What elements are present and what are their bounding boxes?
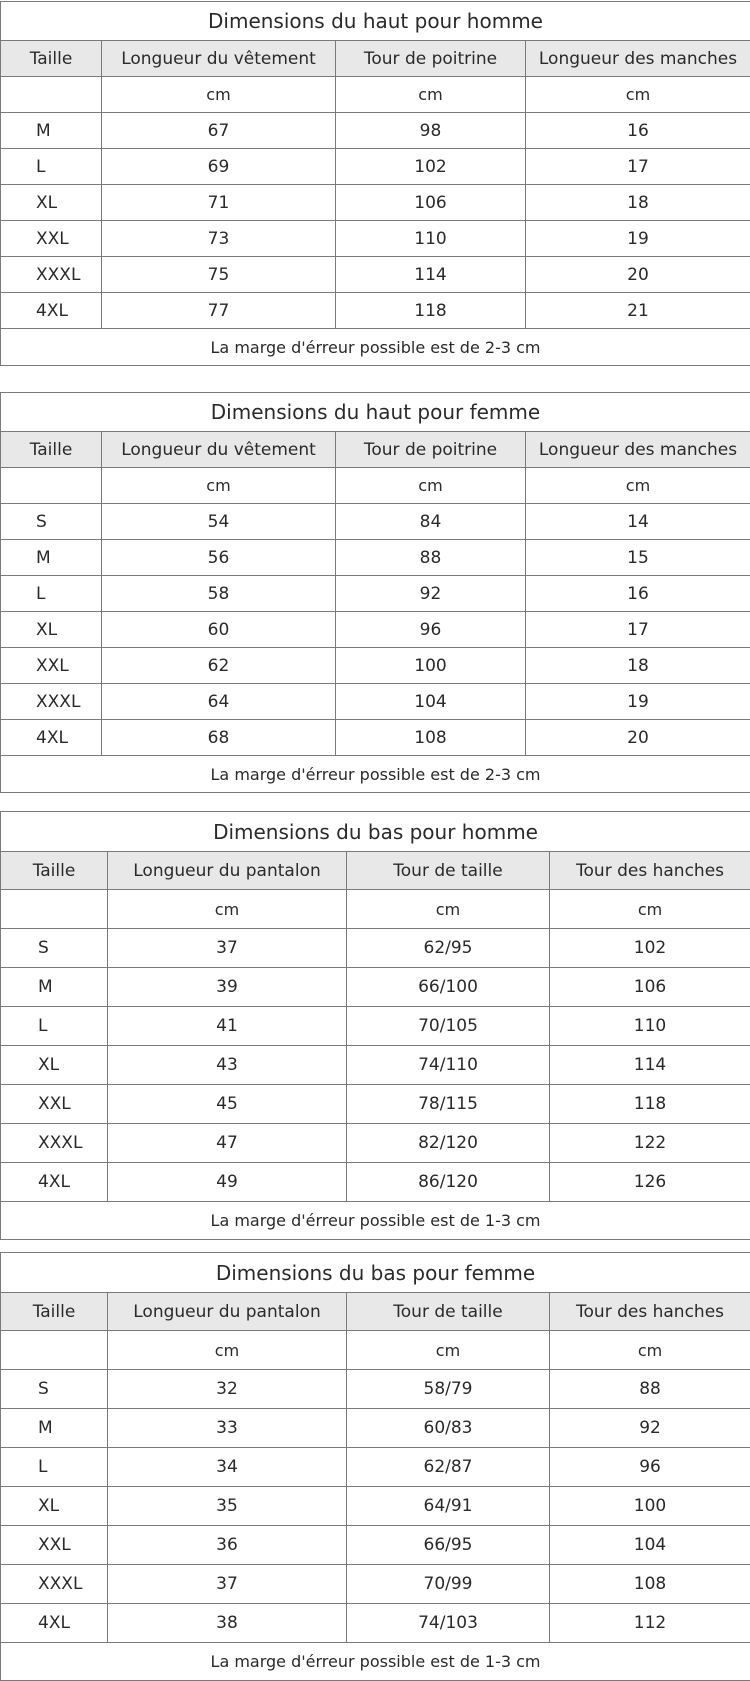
value-cell: 122 [550,1124,750,1163]
value-cell: 92 [550,1409,750,1448]
size-cell: XL [1,612,102,648]
column-header: Longueur du vêtement [102,432,336,468]
value-cell: 84 [336,504,526,540]
table-row [1,540,750,576]
table-row [1,1604,750,1643]
unit-row [1,77,750,113]
value-cell: 37 [108,1565,347,1604]
table-body [1,812,750,1240]
unit-cell: cm [102,77,336,113]
value-cell: 17 [526,149,750,185]
size-cell: 4XL [1,1163,108,1202]
unit-cell: cm [347,1331,550,1370]
value-cell: 20 [526,257,750,293]
value-cell: 45 [108,1085,347,1124]
value-cell: 112 [550,1604,750,1643]
value-cell: 16 [526,576,750,612]
error-margin-note-row [1,1643,750,1681]
value-cell: 32 [108,1370,347,1409]
unit-cell: cm [336,77,526,113]
table-row [1,1526,750,1565]
value-cell: 16 [526,113,750,149]
value-cell: 33 [108,1409,347,1448]
error-margin-note: La marge d'érreur possible est de 1-3 cm [1,1643,750,1681]
size-cell: XXXL [1,684,102,720]
value-cell: 106 [336,185,526,221]
value-cell: 18 [526,648,750,684]
unit-cell [1,1331,108,1370]
value-cell: 100 [550,1487,750,1526]
column-header: Tour de poitrine [336,41,526,77]
unit-cell [1,468,102,504]
value-cell: 96 [336,612,526,648]
value-cell: 21 [526,293,750,329]
unit-cell: cm [336,468,526,504]
table-row [1,293,750,329]
value-cell: 69 [102,149,336,185]
value-cell: 110 [550,1007,750,1046]
unit-row [1,1331,750,1370]
size-cell: 4XL [1,1604,108,1643]
value-cell: 43 [108,1046,347,1085]
table-row [1,1163,750,1202]
value-cell: 49 [108,1163,347,1202]
value-cell: 102 [550,929,750,968]
value-cell: 56 [102,540,336,576]
column-header: Tour de taille [347,1293,550,1331]
value-cell: 60 [102,612,336,648]
unit-cell: cm [347,890,550,929]
value-cell: 70/105 [347,1007,550,1046]
size-cell: M [1,113,102,149]
size-cell: XXL [1,648,102,684]
value-cell: 36 [108,1526,347,1565]
value-cell: 114 [336,257,526,293]
table-body [1,393,750,793]
error-margin-note-row [1,756,750,793]
table-title: Dimensions du bas pour homme [1,812,750,852]
table-row [1,648,750,684]
value-cell: 96 [550,1448,750,1487]
column-header: Longueur des manches [526,432,750,468]
size-cell: XXXL [1,1124,108,1163]
column-header: Tour de taille [347,852,550,890]
value-cell: 100 [336,648,526,684]
value-cell: 39 [108,968,347,1007]
value-cell: 126 [550,1163,750,1202]
column-header: Taille [1,1293,108,1331]
value-cell: 14 [526,504,750,540]
value-cell: 15 [526,540,750,576]
unit-cell [1,77,102,113]
table-row [1,149,750,185]
value-cell: 66/100 [347,968,550,1007]
unit-row [1,468,750,504]
column-header: Tour des hanches [550,1293,750,1331]
value-cell: 73 [102,221,336,257]
table-row [1,1409,750,1448]
size-cell: S [1,929,108,968]
unit-row [1,890,750,929]
table-row [1,504,750,540]
column-header: Longueur du vêtement [102,41,336,77]
table-header-row [1,41,750,77]
table-row [1,1046,750,1085]
size-cell: L [1,1007,108,1046]
value-cell: 88 [550,1370,750,1409]
value-cell: 34 [108,1448,347,1487]
error-margin-note-row [1,1202,750,1240]
error-margin-note-row [1,329,750,366]
table-header-row [1,1293,750,1331]
unit-cell: cm [526,77,750,113]
table-row [1,1565,750,1604]
table-row [1,1007,750,1046]
table-row [1,1448,750,1487]
error-margin-note: La marge d'érreur possible est de 1-3 cm [1,1202,750,1240]
value-cell: 75 [102,257,336,293]
size-cell: XXXL [1,1565,108,1604]
table-title-row [1,1253,750,1293]
size-cell: M [1,1409,108,1448]
table-row [1,1085,750,1124]
value-cell: 58 [102,576,336,612]
table-row [1,1124,750,1163]
unit-cell: cm [526,468,750,504]
value-cell: 86/120 [347,1163,550,1202]
unit-cell: cm [550,1331,750,1370]
value-cell: 18 [526,185,750,221]
value-cell: 106 [550,968,750,1007]
size-cell: XL [1,1487,108,1526]
unit-cell: cm [102,468,336,504]
column-header: Tour de poitrine [336,432,526,468]
table-row [1,720,750,756]
column-header: Taille [1,41,102,77]
table-row [1,684,750,720]
size-cell: XXL [1,221,102,257]
table-row [1,576,750,612]
value-cell: 118 [336,293,526,329]
value-cell: 88 [336,540,526,576]
value-cell: 118 [550,1085,750,1124]
value-cell: 108 [550,1565,750,1604]
table-row [1,929,750,968]
value-cell: 17 [526,612,750,648]
women-top-size-table [0,392,750,793]
table-row [1,1370,750,1409]
size-cell: M [1,968,108,1007]
value-cell: 54 [102,504,336,540]
table-row [1,612,750,648]
size-cell: XL [1,1046,108,1085]
men-top-size-table [0,1,750,366]
column-header: Longueur du pantalon [108,852,347,890]
value-cell: 110 [336,221,526,257]
value-cell: 19 [526,221,750,257]
value-cell: 108 [336,720,526,756]
unit-cell: cm [108,890,347,929]
size-cell: S [1,1370,108,1409]
value-cell: 82/120 [347,1124,550,1163]
value-cell: 67 [102,113,336,149]
size-cell: M [1,540,102,576]
table-body [1,2,750,366]
value-cell: 66/95 [347,1526,550,1565]
column-header: Taille [1,852,108,890]
value-cell: 41 [108,1007,347,1046]
value-cell: 20 [526,720,750,756]
unit-cell [1,890,108,929]
size-cell: XXXL [1,257,102,293]
value-cell: 47 [108,1124,347,1163]
table-title: Dimensions du haut pour femme [1,393,750,432]
column-header: Taille [1,432,102,468]
value-cell: 92 [336,576,526,612]
value-cell: 38 [108,1604,347,1643]
value-cell: 74/110 [347,1046,550,1085]
value-cell: 62/95 [347,929,550,968]
table-body [1,1253,750,1681]
value-cell: 104 [550,1526,750,1565]
size-cell: L [1,1448,108,1487]
value-cell: 68 [102,720,336,756]
value-cell: 98 [336,113,526,149]
women-bottom-size-table [0,1252,750,1681]
value-cell: 19 [526,684,750,720]
table-row [1,1487,750,1526]
value-cell: 62 [102,648,336,684]
value-cell: 104 [336,684,526,720]
table-row [1,221,750,257]
table-header-row [1,432,750,468]
table-row [1,113,750,149]
value-cell: 77 [102,293,336,329]
value-cell: 62/87 [347,1448,550,1487]
error-margin-note: La marge d'érreur possible est de 2-3 cm [1,756,750,793]
size-cell: XXL [1,1526,108,1565]
value-cell: 114 [550,1046,750,1085]
table-header-row [1,852,750,890]
size-cell: L [1,149,102,185]
error-margin-note: La marge d'érreur possible est de 2-3 cm [1,329,750,366]
table-row [1,257,750,293]
value-cell: 58/79 [347,1370,550,1409]
size-cell: L [1,576,102,612]
unit-cell: cm [108,1331,347,1370]
column-header: Tour des hanches [550,852,750,890]
value-cell: 70/99 [347,1565,550,1604]
table-title-row [1,2,750,41]
value-cell: 64 [102,684,336,720]
value-cell: 74/103 [347,1604,550,1643]
value-cell: 78/115 [347,1085,550,1124]
value-cell: 60/83 [347,1409,550,1448]
size-cell: S [1,504,102,540]
value-cell: 37 [108,929,347,968]
unit-cell: cm [550,890,750,929]
size-cell: 4XL [1,293,102,329]
column-header: Longueur des manches [526,41,750,77]
table-title: Dimensions du haut pour homme [1,2,750,41]
table-row [1,185,750,221]
table-row [1,968,750,1007]
table-title: Dimensions du bas pour femme [1,1253,750,1293]
column-header: Longueur du pantalon [108,1293,347,1331]
table-title-row [1,393,750,432]
men-bottom-size-table [0,811,750,1240]
value-cell: 102 [336,149,526,185]
value-cell: 35 [108,1487,347,1526]
value-cell: 71 [102,185,336,221]
size-cell: XXL [1,1085,108,1124]
size-cell: XL [1,185,102,221]
value-cell: 64/91 [347,1487,550,1526]
table-title-row [1,812,750,852]
size-cell: 4XL [1,720,102,756]
